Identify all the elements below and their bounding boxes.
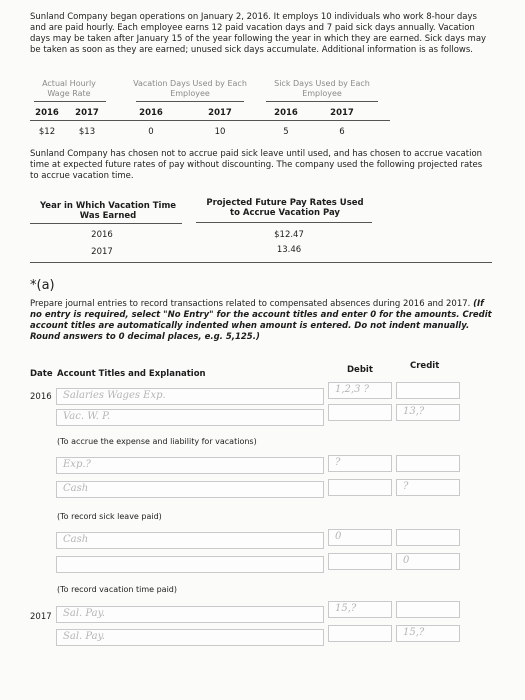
debit-input[interactable] [328,625,392,642]
debit-input[interactable] [328,479,392,496]
credit-input[interactable] [396,601,460,618]
table1-value: 5 [283,127,289,137]
credit-input[interactable]: 15,? [396,625,460,642]
account-title-input[interactable] [56,556,324,573]
col-account: Account Titles and Explanation [57,369,206,379]
table2-header-underline [196,222,372,223]
policy-paragraph: Sunland Company has chosen not to accrue paid sick leave until used, and has chosen to accrue vacation time at expected future rates of pay without discounting. The company used the following projected rates to accrue vacation time. [30,149,483,181]
account-title-input[interactable]: Cash [56,532,324,549]
col-debit: Debit [347,365,373,375]
credit-input[interactable] [396,382,460,399]
table1-header-underline [34,101,106,102]
table2-cell: $12.47 [274,230,304,240]
table2-cell: 2017 [91,247,113,257]
col-date: Date [30,369,53,379]
date-2016: 2016 [30,392,52,402]
instructions-bold: (If no entry is required, select "No Entry" for the account titles and enter 0 for the amounts. Credit account titles are automatically indented when amount is entered. Do not indent manually. Round answers to 0 decimal places, e.g. 5,125.) [30,299,492,342]
debit-input[interactable] [328,553,392,570]
instructions-plain: Prepare journal entries to record transactions related to compensated absences during 2016 and 2017. [30,299,471,309]
table1-year: 2016 [274,108,298,118]
account-title-input[interactable]: Sal. Pay. [56,606,324,623]
entry-note: (To record vacation time paid) [57,585,178,594]
account-title-input[interactable]: Exp.? [56,457,324,474]
credit-input[interactable]: 0 [396,553,460,570]
debit-input[interactable]: 1,2,3 ? [328,382,392,399]
table1-year-underline [30,120,390,121]
table1-year: 2016 [35,108,59,118]
account-title-input[interactable]: Salaries Wages Exp. [56,388,324,405]
entry-note: (To accrue the expense and liability for vacations) [57,437,257,446]
table1-header-vacation: Vacation Days Used by Each Employee [133,79,247,98]
credit-input[interactable] [396,529,460,546]
table1-value: 10 [214,127,226,137]
table2-header-rate: Projected Future Pay Rates Used to Accrue Vacation Pay [206,198,364,218]
table1-value: 0 [148,127,154,137]
table1-header-underline [136,101,244,102]
table1-year: 2017 [208,108,232,118]
table2-header-underline [30,223,182,224]
table2-cell: 13.46 [276,245,302,255]
intro-paragraph: Sunland Company began operations on January 2, 2016. It employs 10 individuals who work 8-hour days and are paid hourly. Each employee earns 12 paid vacation days and 7 paid sick days annually. Vacation days may be taken after January 15 of the year following the year in which they are earned. Sick days may be taken as soon as they are earned; unused sick days accumulate. Additional information is as follows. [30,12,487,55]
part-label: *(a) [30,278,55,293]
account-title-input[interactable]: Sal. Pay. [56,629,324,646]
table1-header-wage: Actual Hourly Wage Rate [42,79,96,98]
table1-header-sick: Sick Days Used by Each Employee [274,79,370,98]
entry-note: (To record sick leave paid) [57,512,162,521]
debit-input[interactable]: 15,? [328,601,392,618]
credit-input[interactable] [396,455,460,472]
table1-year: 2017 [330,108,354,118]
debit-input[interactable] [328,404,392,421]
table2-header-year: Year in Which Vacation Time Was Earned [39,201,177,221]
debit-input[interactable]: 0 [328,529,392,546]
table1-value: $13 [78,127,96,137]
table2-cell: 2016 [91,230,113,240]
table1-year: 2016 [139,108,163,118]
debit-input[interactable]: ? [328,455,392,472]
date-2017: 2017 [30,612,52,622]
account-title-input[interactable]: Cash [56,481,324,498]
credit-input[interactable]: 13,? [396,404,460,421]
table1-value: 6 [339,127,345,137]
col-credit: Credit [410,361,440,371]
instructions [30,299,492,343]
credit-input[interactable]: ? [396,479,460,496]
table1-header-underline [266,101,378,102]
section-divider [30,262,492,263]
table1-year: 2017 [75,108,99,118]
account-title-input[interactable]: Vac. W. P. [56,409,324,426]
table1-value: $12 [38,127,56,137]
